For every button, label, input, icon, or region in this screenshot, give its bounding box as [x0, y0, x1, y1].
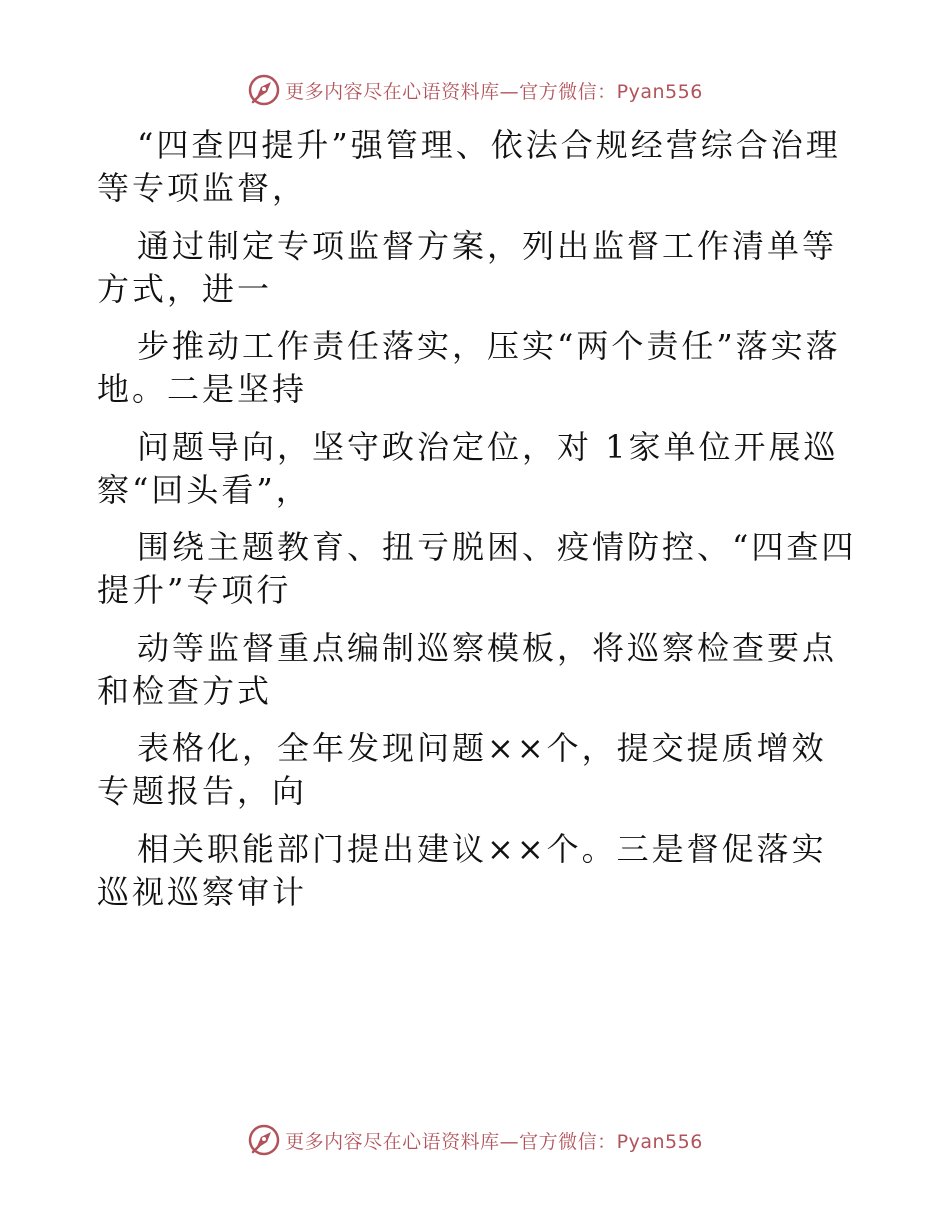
paragraph: 通过制定专项监督方案，列出监督工作清单等方式，进一: [97, 226, 838, 308]
footer-watermark: [0, 1120, 950, 1160]
watermark-text: 更多内容尽在心语资料库—官方微信：Pyan556: [285, 80, 703, 103]
paragraph: 步推动工作责任落实，压实“两个责任”落实落地。二是坚持: [97, 327, 841, 408]
paragraph: 动等监督重点编制巡察模板，将巡察检查要点和检查方式: [97, 628, 838, 710]
paragraph: 相关职能部门提出建议××个。三是督促落实巡视巡察审计: [97, 829, 827, 911]
paragraph: 问题导向，坚守政治定位，对 1家单位开展巡察“回头看”，: [97, 427, 839, 509]
watermark-text: 更多内容尽在心语资料库—官方微信：Pyan556: [285, 1130, 703, 1153]
paragraph: “四查四提升”强管理、依法合规经营综合治理等专项监督，: [97, 126, 841, 207]
paragraph: 围绕主题教育、扭亏脱困、疫情防控、“四查四提升”专项行: [97, 528, 857, 609]
pen-nib-circle-icon: [247, 1123, 281, 1157]
paragraph: 表格化，全年发现问题××个，提交提质增效专题报告，向: [97, 729, 827, 810]
document-body: [97, 124, 857, 928]
pen-nib-circle-icon: [247, 73, 281, 107]
header-watermark: [0, 70, 950, 110]
